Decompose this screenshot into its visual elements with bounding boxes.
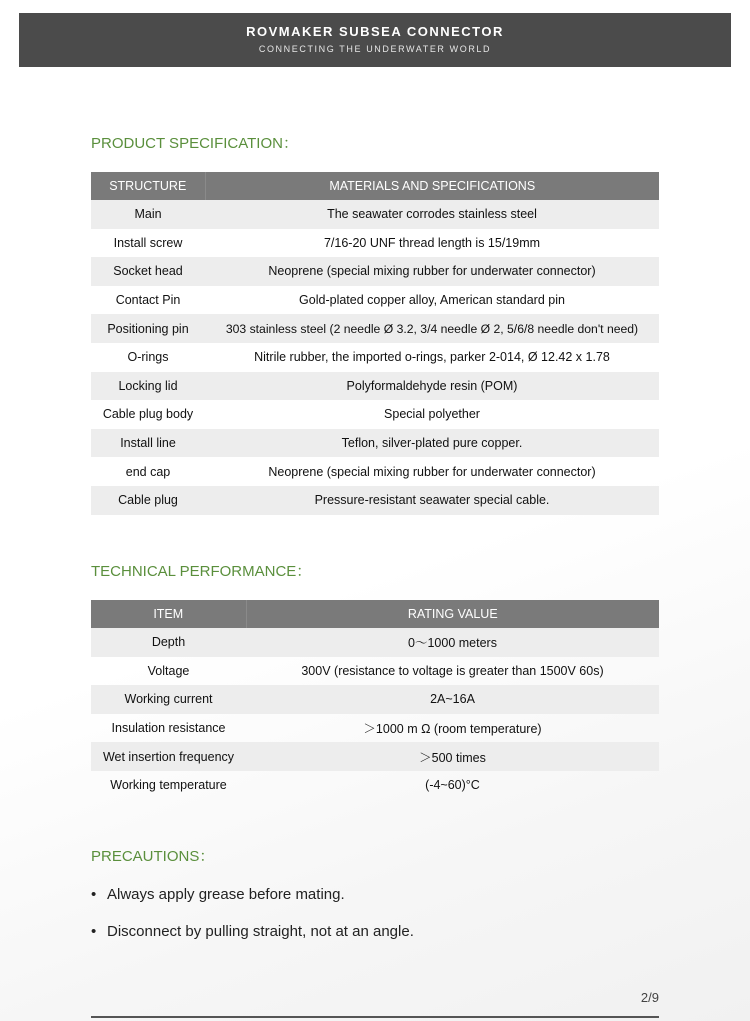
spec-cell: Gold-plated copper alloy, American standard pin: [299, 293, 565, 308]
spec-cell: Teflon, silver-plated pure copper.: [205, 429, 659, 458]
spec-cell: Pressure-resistant seawater special cable.: [205, 486, 659, 515]
rating-cell: 2A~16A: [246, 685, 659, 714]
table-header-row: [91, 600, 659, 628]
item-cell: Insulation resistance: [111, 721, 226, 736]
table-row: [91, 372, 659, 401]
bullet-icon: •: [91, 886, 97, 903]
table-row: [91, 457, 659, 486]
table-row: [91, 486, 659, 515]
table-row: [91, 685, 659, 714]
structure-cell: Install line: [91, 429, 205, 458]
item-cell: Wet insertion frequency: [91, 742, 246, 771]
tech-perf-heading: TECHNICAL PERFORMANCE：: [91, 563, 312, 580]
bullet-icon: •: [91, 923, 97, 940]
banner-subtitle: CONNECTING THE UNDERWATER WORLD: [258, 44, 492, 54]
rating-cell: (-4~60)°C: [425, 778, 480, 793]
rating-cell: 300V (resistance to voltage is greater than 1500V 60s): [301, 663, 604, 678]
structure-cell: Socket head: [91, 257, 205, 286]
table-row: [91, 771, 659, 800]
footer-divider: [91, 1016, 659, 1018]
spec-cell: Special polyether: [384, 407, 480, 422]
spec-cell: Neoprene (special mixing rubber for underwater connector): [268, 464, 596, 479]
structure-cell: Cable plug: [91, 486, 205, 515]
structure-cell: end cap: [125, 464, 171, 479]
table-row: [91, 257, 659, 286]
item-cell: Working temperature: [110, 778, 227, 793]
product-spec-heading: PRODUCT SPECIFICATION：: [91, 135, 298, 152]
structure-cell: O-rings: [127, 350, 169, 365]
list-item: [91, 882, 414, 907]
item-cell: Working current: [91, 685, 246, 714]
spec-cell: 7/16-20 UNF thread length is 15/19mm: [323, 235, 541, 250]
table-row: [91, 657, 659, 686]
structure-cell: Positioning pin: [91, 314, 205, 343]
item-cell: Voltage: [147, 663, 190, 678]
banner-title: ROVMAKER SUBSEA CONNECTOR: [246, 24, 504, 39]
column-header-item: ITEM: [91, 600, 246, 628]
structure-cell: Contact Pin: [115, 293, 181, 308]
list-item: [91, 919, 414, 944]
page-number: 2/9: [640, 990, 659, 1005]
table-row: [91, 229, 659, 258]
table-row: [91, 343, 659, 372]
table-row: [91, 628, 659, 657]
column-header-rating: RATING VALUE: [246, 600, 659, 628]
item-cell: Depth: [91, 628, 246, 657]
precautions-heading: PRECAUTIONS：: [91, 848, 215, 865]
structure-cell: Install screw: [113, 235, 183, 250]
rating-cell: ＞1000 m Ω (room temperature): [363, 722, 542, 737]
precaution-text: Always apply grease before mating.: [107, 886, 345, 903]
spec-cell: The seawater corrodes stainless steel: [205, 200, 659, 229]
structure-cell: Locking lid: [91, 372, 205, 401]
rating-cell: ＞500 times: [246, 742, 659, 771]
spec-cell: Neoprene (special mixing rubber for underwater connector): [205, 257, 659, 286]
structure-cell: Cable plug body: [102, 407, 194, 422]
table-row: [91, 200, 659, 229]
precaution-text: Disconnect by pulling straight, not at an angle.: [107, 923, 414, 940]
table-row: [91, 714, 659, 743]
rating-cell: 0～1000 meters: [246, 628, 659, 657]
spec-cell: Polyformaldehyde resin (POM): [205, 372, 659, 401]
structure-cell: Main: [91, 200, 205, 229]
table-row: [91, 400, 659, 429]
spec-cell: 303 stainless steel (2 needle Ø 3.2, 3/4 needle Ø 2, 5/6/8 needle don't need): [205, 314, 659, 343]
table-row: [91, 286, 659, 315]
spec-cell: Nitrile rubber, the imported o-rings, parker 2-014, Ø 12.42 x 1.78: [254, 350, 610, 365]
column-header-structure: STRUCTURE: [91, 172, 205, 200]
tech-perf-table: [91, 600, 659, 800]
header-banner: [19, 13, 731, 67]
table-header-row: [91, 172, 659, 200]
precautions-list: [91, 882, 414, 956]
product-spec-table: [91, 172, 659, 515]
table-row: [91, 314, 659, 343]
column-header-materials: MATERIALS AND SPECIFICATIONS: [205, 172, 659, 200]
table-row: [91, 429, 659, 458]
table-row: [91, 742, 659, 771]
